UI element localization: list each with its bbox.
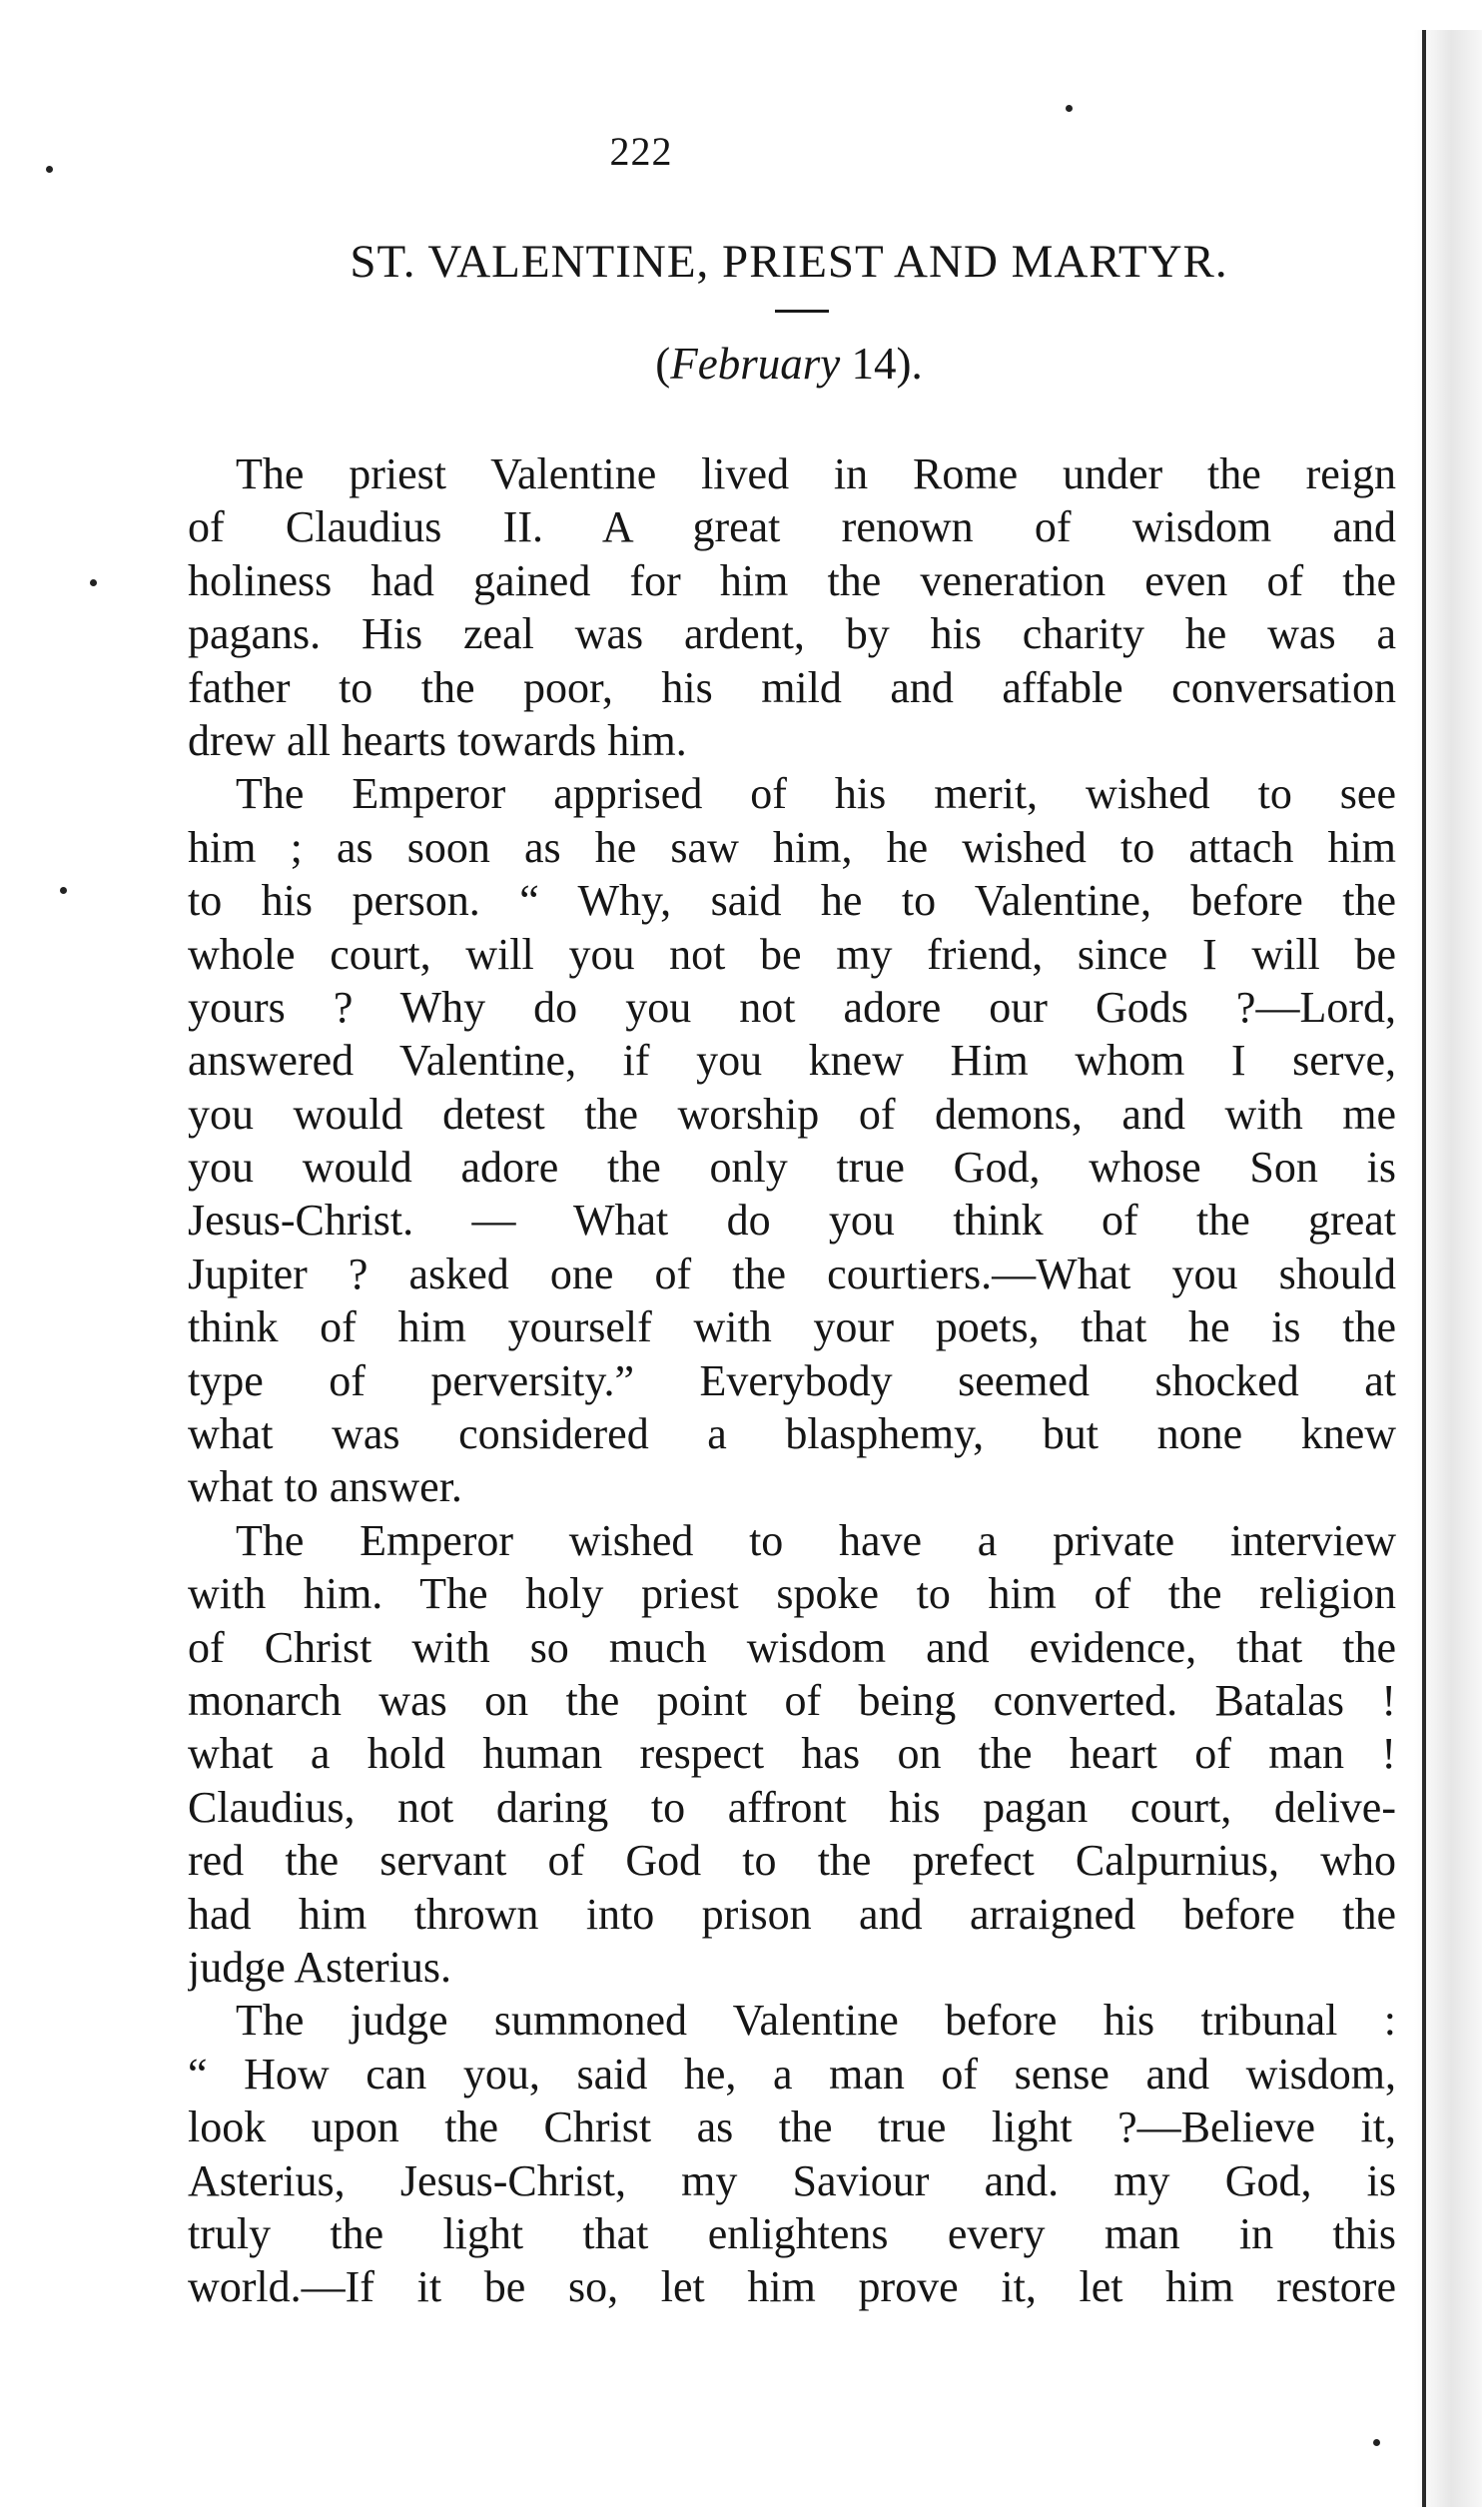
text-line: holiness had gained for him the veneration even of the	[188, 555, 1396, 605]
text-line: had him thrown into prison and arraigned before the	[188, 1889, 1396, 1939]
print-speck	[1066, 105, 1073, 112]
print-speck	[90, 579, 97, 586]
title-divider	[775, 310, 829, 313]
text-line: of Christ with so much wisdom and evidence, that the	[188, 1622, 1396, 1672]
text-line: The Emperor wished to have a private interview	[236, 1515, 1396, 1565]
text-line: pagans. His zeal was ardent, by his charity he was a	[188, 609, 1396, 659]
date-rest: 14).	[840, 339, 923, 389]
text-line: what to answer.	[188, 1462, 462, 1512]
date-month: February	[670, 339, 841, 389]
text-line: type of perversity.” Everybody seemed shocked at	[188, 1355, 1396, 1405]
text-line: look upon the Christ as the true light ?—Believe it,	[188, 2102, 1396, 2152]
text-line: Asterius, Jesus-Christ, my Saviour and. my God, is	[188, 2155, 1396, 2205]
body-text	[188, 447, 1396, 2314]
date-open: (	[655, 339, 671, 389]
text-line: truly the light that enlightens every man in this	[188, 2208, 1396, 2258]
text-line: drew all hearts towards him.	[188, 715, 687, 765]
chapter-title: ST. VALENTINE, PRIEST AND MARTYR.	[350, 236, 1228, 288]
page-number: 222	[609, 129, 673, 174]
text-line: Jupiter ? asked one of the courtiers.—What you should	[188, 1249, 1396, 1298]
text-line: him ; as soon as he saw him, he wished to attach him	[188, 822, 1396, 872]
text-line: to his person. “ Why, said he to Valentine, before the	[188, 876, 1396, 926]
feast-date	[195, 338, 1383, 390]
text-line: whole court, will you not be my friend, since I will be	[188, 929, 1396, 979]
text-line: monarch was on the point of being converted. Batalas !	[188, 1675, 1396, 1725]
text-line: what a hold human respect has on the heart of man !	[188, 1729, 1396, 1779]
text-line: world.—If it be so, let him prove it, let him restore	[188, 2262, 1396, 2312]
text-line: you would adore the only true God, whose Son is	[188, 1143, 1396, 1193]
text-line: what was considered a blasphemy, but none knew	[188, 1409, 1396, 1459]
text-line: answered Valentine, if you knew Him whom I serve,	[188, 1036, 1396, 1086]
text-line: with him. The holy priest spoke to him of the religion	[188, 1569, 1396, 1619]
text-line: Jesus-Christ. — What do you think of the great	[188, 1196, 1396, 1246]
print-speck	[1373, 2439, 1380, 2446]
text-line: The Emperor apprised of his merit, wished to see	[236, 769, 1396, 819]
binding-rule	[1422, 30, 1426, 2507]
text-line: The judge summoned Valentine before his tribunal :	[236, 1996, 1396, 2046]
text-line: father to the poor, his mild and affable conversation	[188, 662, 1396, 712]
text-line: of Claudius II. A great renown of wisdom and	[188, 502, 1396, 552]
text-line: The priest Valentine lived in Rome under the reign	[236, 449, 1396, 498]
text-line: Claudius, not daring to affront his pagan court, delive-	[188, 1782, 1396, 1832]
text-line: “ How can you, said he, a man of sense and wisdom,	[188, 2049, 1396, 2099]
text-line: yours ? Why do you not adore our Gods ?—Lord,	[188, 982, 1396, 1032]
binding-edge	[1414, 30, 1482, 2507]
text-line: judge Asterius.	[188, 1942, 451, 1992]
text-line: you would detest the worship of demons, and with me	[188, 1089, 1396, 1139]
text-line: red the servant of God to the prefect Calpurnius, who	[188, 1836, 1396, 1886]
print-speck	[46, 166, 53, 173]
print-speck	[60, 887, 67, 894]
text-line: think of him yourself with your poets, that he is the	[188, 1302, 1396, 1352]
